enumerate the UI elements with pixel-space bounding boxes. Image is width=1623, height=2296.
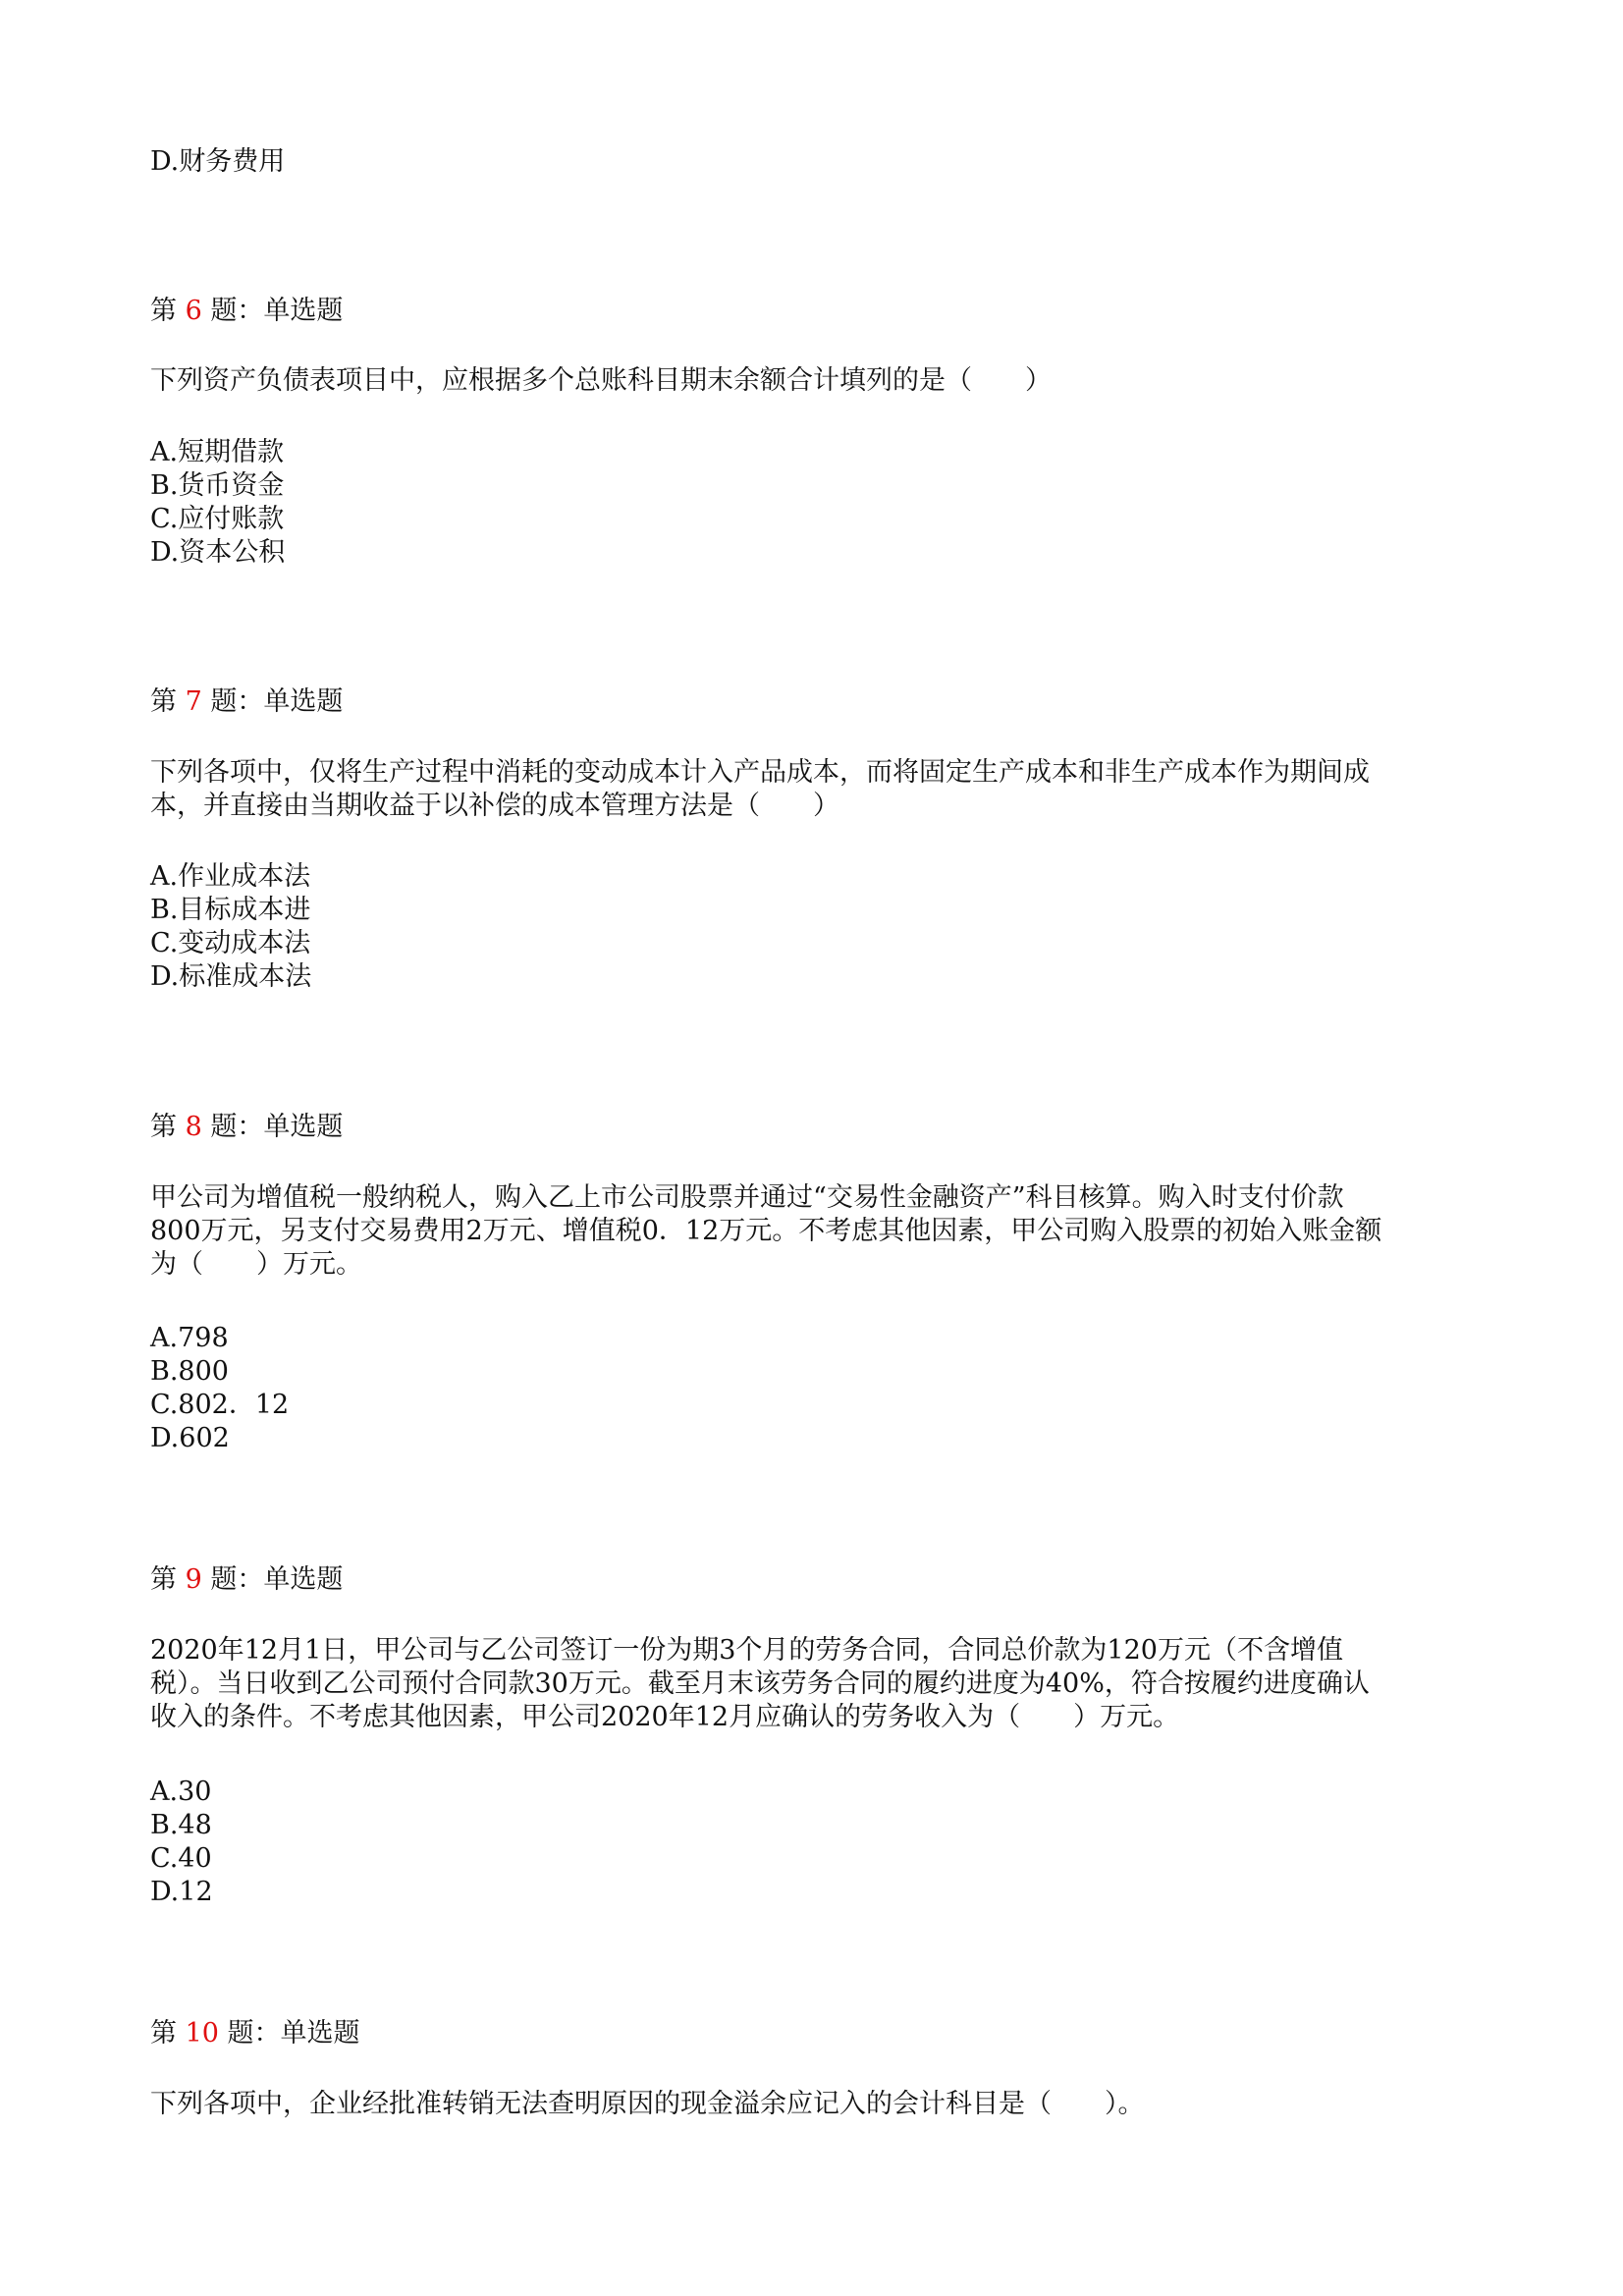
option-a: A.798 (150, 1323, 229, 1353)
question-7-options (150, 860, 311, 994)
option-b: B.48 (150, 1810, 212, 1840)
question-6-header (150, 295, 343, 328)
question-number: 9 (185, 1564, 202, 1595)
option-d: D.12 (150, 1877, 213, 1907)
question-number: 8 (185, 1112, 202, 1142)
question-text-line: 2020年12月1日，甲公司与乙公司签订一份为期3个月的劳务合同，合同总价款为120万元（不含增值 (150, 1635, 1343, 1666)
question-text-line: 甲公司为增值税一般纳税人，购入乙上市公司股票并通过“交易性金融资产”科目核算。购入时支付价款 (150, 1182, 1344, 1213)
question-6-options (150, 436, 285, 570)
question-9-body (150, 1634, 1486, 1734)
option-c: C.变动成本法 (150, 928, 311, 958)
question-7-body (150, 756, 1486, 823)
option-a: A.作业成本法 (150, 861, 311, 892)
option-d: D.602 (150, 1423, 230, 1453)
question-prefix: 第 (150, 686, 177, 717)
option-b: B.目标成本进 (150, 895, 311, 925)
question-9-header (150, 1563, 343, 1597)
question-10-body (150, 2088, 1486, 2121)
question-prefix: 第 (150, 296, 177, 326)
question-text-line: 下列资产负债表项目中，应根据多个总账科目期末余额合计填列的是（ ） (150, 365, 1052, 396)
option-d: D.标准成本法 (150, 961, 312, 992)
question-text-line: 本，并直接由当期收益于以补偿的成本管理方法是（ ） (150, 791, 839, 821)
question-type: 题：单选题 (210, 1564, 344, 1595)
question-type: 题：单选题 (210, 1112, 344, 1142)
question-8-options (150, 1322, 289, 1455)
question-text-line: 为（ ）万元。 (150, 1249, 362, 1280)
question-type: 题：单选题 (210, 686, 344, 717)
option-b: B.800 (150, 1356, 229, 1387)
question-number: 10 (185, 2018, 219, 2049)
question-text-line: 税）。当日收到乙公司预付合同款30万元。截至月末该劳务合同的履约进度为40%，符合按履约进度确认 (150, 1668, 1370, 1699)
question-prefix: 第 (150, 2018, 177, 2049)
option-a: A.短期借款 (150, 437, 285, 467)
question-type: 题：单选题 (227, 2018, 360, 2049)
question-text-line: 下列各项中，仅将生产过程中消耗的变动成本计入产品成本，而将固定生产成本和非生产成本作为期间成 (150, 757, 1370, 788)
question-text-line: 800万元，另支付交易费用2万元、增值税0．12万元。不考虑其他因素，甲公司购入股票的初始入账金额 (150, 1216, 1382, 1246)
question-9-options (150, 1776, 213, 1909)
question-text-line: 收入的条件。不考虑其他因素，甲公司2020年12月应确认的劳务收入为（ ）万元。 (150, 1702, 1180, 1732)
question-number: 6 (185, 296, 202, 326)
question-6-body (150, 364, 1486, 398)
option-c: C.应付账款 (150, 504, 285, 534)
question-8-body (150, 1181, 1486, 1282)
option-b: B.货币资金 (150, 470, 285, 501)
option-c: C.802．12 (150, 1390, 290, 1420)
prev-question-option-d: D.财务费用 (150, 146, 286, 177)
question-type: 题：单选题 (210, 296, 344, 326)
question-prefix: 第 (150, 1564, 177, 1595)
option-c: C.40 (150, 1843, 212, 1874)
option-a: A.30 (150, 1777, 212, 1807)
option-d: D.资本公积 (150, 537, 286, 568)
question-text-line: 下列各项中，企业经批准转销无法查明原因的现金溢余应记入的会计科目是（ ）。 (150, 2089, 1145, 2119)
question-10-header (150, 2017, 360, 2050)
question-prefix: 第 (150, 1112, 177, 1142)
question-number: 7 (185, 686, 202, 717)
question-7-header (150, 685, 343, 719)
question-8-header (150, 1111, 343, 1144)
